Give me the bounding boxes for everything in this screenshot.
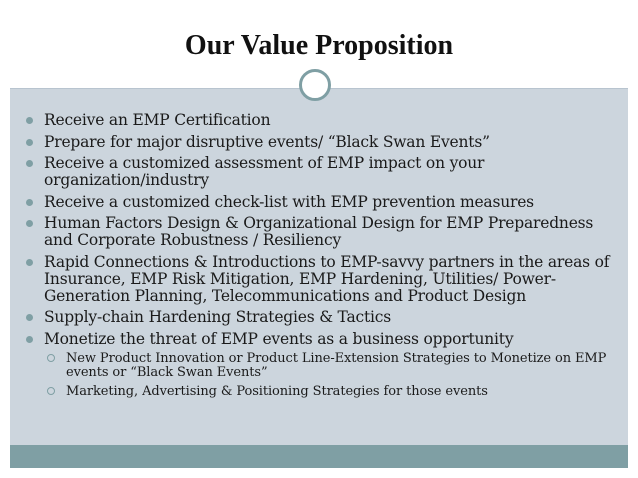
hollow-circle-bullet-icon <box>47 354 55 362</box>
bullet-item <box>22 194 622 211</box>
bullet-dot-icon <box>26 314 33 321</box>
bullet-item <box>22 215 622 249</box>
bullet-item <box>22 254 622 305</box>
sub-bullet-item <box>22 385 622 399</box>
bullet-list <box>22 112 622 405</box>
bullet-dot-icon <box>26 199 33 206</box>
decorative-circle-icon <box>299 69 331 101</box>
bullet-item <box>22 309 622 326</box>
slide-title: Our Value Proposition <box>184 30 454 61</box>
bullet-dot-icon <box>26 336 33 343</box>
hollow-circle-bullet-icon <box>47 387 55 395</box>
bullet-dot-icon <box>26 259 33 266</box>
bullet-item <box>22 112 622 129</box>
bullet-text: Prepare for major disruptive events/ “Black Swan Events” <box>44 132 490 151</box>
slide <box>10 8 628 468</box>
bullet-dot-icon <box>26 220 33 227</box>
bullet-text: Supply-chain Hardening Strategies & Tactics <box>44 308 392 326</box>
bullet-item <box>22 134 622 151</box>
bullet-text: Receive a customized assessment of EMP impact on your organization/industry <box>44 154 485 189</box>
bullet-dot-icon <box>26 160 33 167</box>
bullet-text: Receive an EMP Certification <box>44 111 271 129</box>
bullet-text: Rapid Connections & Introductions to EMP-savvy partners in the areas of Insurance, EMP Risk Mitigation, EMP Hardening, Utilities/ Power- Generation Planning, Telecommunications and Product Design <box>44 252 610 305</box>
bullet-item <box>22 331 622 348</box>
bullet-dot-icon <box>26 117 33 124</box>
bullet-item <box>22 155 622 189</box>
sub-bullet-item <box>22 352 622 379</box>
footer-bar <box>10 445 628 468</box>
sub-bullet-text: Marketing, Advertising & Positioning Strategies for those events <box>66 384 488 399</box>
bullet-text: Monetize the threat of EMP events as a business opportunity <box>44 329 514 348</box>
bullet-text: Receive a customized check-list with EMP prevention measures <box>44 192 534 211</box>
sub-bullet-text: New Product Innovation or Product Line-Extension Strategies to Monetize on EMP events or “Black Swan Events” <box>66 351 607 380</box>
bullet-text: Human Factors Design & Organizational Design for EMP Preparedness and Corporate Robustness / Resiliency <box>44 214 594 249</box>
bullet-dot-icon <box>26 139 33 146</box>
